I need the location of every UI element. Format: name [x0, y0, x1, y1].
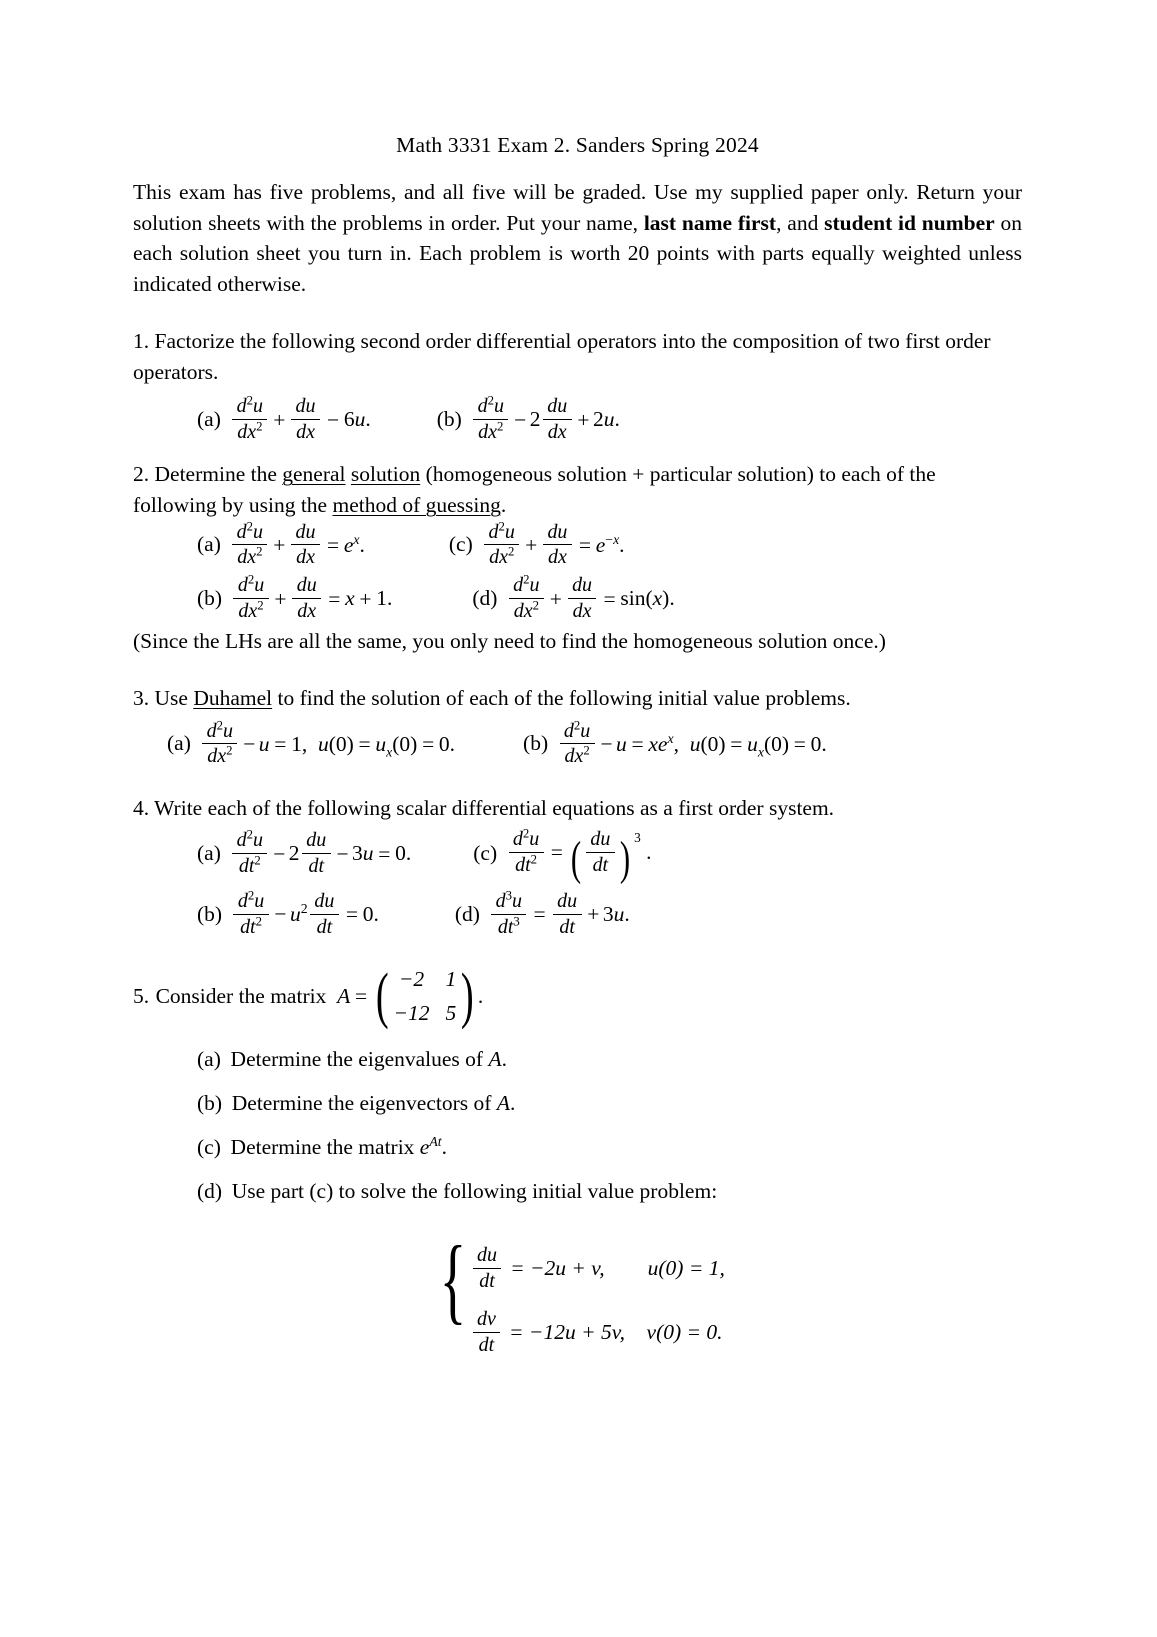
problem-5-part-c-end: . [441, 1135, 447, 1160]
instructions-text-2: , and [776, 210, 825, 235]
problem-4-part-c-expression: $\frac{d^2u}{dt^2}$ = ( $\frac{du}{dt}$ ) $^3$ . [506, 828, 651, 878]
problem-1-part-a [197, 395, 371, 443]
problem-3-part-a [167, 720, 455, 768]
problem-4-part-a [197, 828, 411, 878]
problem-1-part-a-expression: $\frac{d^2u}{dx^2}$ + $\frac{du}{dx}$ − 6u. [230, 395, 371, 443]
matrix-cell-1-0: −12 [393, 1000, 430, 1025]
problem-5-part-d-text: Use part (c) to solve the following initial value problem: [231, 1179, 718, 1204]
problem-2-stem-text-1: Determine the [154, 462, 283, 487]
problem-2-part-b-expression: $\frac{d^2u}{dx^2}$ + $\frac{du}{dx}$ = x + 1. [231, 574, 392, 622]
part-label-c: (c) [448, 532, 473, 557]
problem-5-parts [133, 1047, 1022, 1204]
part-label-a: (a) [197, 532, 221, 557]
problem-4-stem [133, 793, 1022, 824]
system-line-1-numerator: du [473, 1244, 502, 1268]
matrix-left-paren: ( [375, 962, 389, 1031]
problem-5-number: 5. [133, 983, 150, 1008]
problem-5-matrix-period: . [477, 983, 484, 1008]
system-lines [470, 1244, 725, 1356]
problem-2-underline-solution: solution [350, 462, 421, 487]
part-label-b: (b) [523, 731, 549, 756]
system-line-1-denominator: dt [479, 1269, 495, 1292]
problem-1-part-b-expression: $\frac{d^2u}{dx^2}$ − 2 $\frac{du}{dx}$ + 2u. [471, 395, 620, 443]
problem-2-number: 2. [133, 462, 150, 487]
problem-3-stem-text-2: to find the solution of each of the following initial value problems. [272, 685, 851, 710]
problem-3-underline-duhamel: Duhamel [193, 685, 273, 710]
system-line-2-rhs: = −12u + 5v, [509, 1319, 626, 1344]
problem-2-part-d-expression: $\frac{d^2u}{dx^2}$ + $\frac{du}{dx}$ = sin(x). [506, 574, 674, 622]
part-label-b: (b) [197, 901, 223, 926]
problem-2-underline-method-of-guessing: method of guessing [332, 492, 501, 517]
part-label-a: (a) [167, 731, 191, 756]
problem-2-part-c [449, 521, 625, 569]
problem-5-part-b [197, 1091, 1022, 1116]
problem-2-stem [133, 459, 1022, 520]
problem-3-stem [133, 683, 1022, 714]
matrix-cell-0-1: 1 [445, 966, 457, 991]
problem-2-parts-row-1 [133, 521, 1022, 569]
problem-1-stem [133, 326, 1022, 387]
problem-2-part-c-expression: $\frac{d^2u}{dx^2}$ + $\frac{du}{dx}$ = $e^{-x}$. [482, 521, 625, 569]
problem-1-number: 1. [133, 328, 150, 353]
system-line-2 [470, 1308, 725, 1356]
spacer [133, 938, 1022, 964]
problem-2-stem-text-3: . [500, 492, 507, 517]
problem-5-system [133, 1226, 1022, 1356]
part-label-d: (d) [197, 1179, 223, 1204]
problem-5-matrix-name: A [337, 983, 351, 1008]
problem-3-number: 3. [133, 685, 150, 710]
problem-2-underline-general: general [282, 462, 346, 487]
part-label-d: (d) [472, 585, 498, 610]
page-title: Math 3331 Exam 2. Sanders Spring 2024 [396, 133, 759, 157]
part-label-c: (c) [197, 1135, 221, 1160]
problem-1-stem-text: Factorize the following second order differential operators into the composition of two first order operators. [133, 328, 991, 384]
exam-page [133, 133, 1022, 1356]
part-label-b: (b) [197, 585, 223, 610]
problem-5-matrix-equals: = [354, 983, 368, 1008]
system-line-2-initial-condition: v(0) = 0. [646, 1319, 723, 1344]
system-left-brace: { [439, 1226, 467, 1334]
problem-2-note: (Since the LHs are all the same, you only need to find the homogeneous solution once.) [133, 629, 886, 654]
problem-5-part-a [197, 1047, 1022, 1072]
problem-2-part-d [472, 574, 674, 622]
problem-5-part-c-var: e [419, 1135, 430, 1160]
problem-2-part-a-expression: $\frac{d^2u}{dx^2}$ + $\frac{du}{dx}$ = $e^x$. [230, 521, 365, 569]
instructions-paragraph [133, 177, 1022, 300]
system-line-1-initial-condition: u(0) = 1, [647, 1255, 725, 1280]
part-label-c: (c) [473, 840, 498, 865]
problem-1-part-b [437, 395, 620, 443]
instructions-text-3: on each solution sheet you turn in. Each problem is worth 20 points with parts equally weighted unless indicated otherwise. [133, 210, 1023, 297]
problem-4-parts-row-1 [133, 826, 1022, 885]
problem-5-part-b-var: A [496, 1091, 510, 1116]
problem-4-part-b-expression: $\frac{d^2u}{dt^2}$ − $u^2$ $\frac{du}{dt}$ = 0. [231, 890, 379, 938]
part-label-a: (a) [197, 406, 221, 431]
problem-5-part-a-text: Determine the eigenvalues of [230, 1047, 489, 1072]
problem-4-part-d [455, 890, 630, 938]
instructions-bold-student-id-number: student id number [824, 210, 995, 235]
part-label-b: (b) [436, 406, 462, 431]
problem-5-part-a-var: A [488, 1047, 502, 1072]
spacer [133, 443, 1022, 459]
problem-4-number: 4. [133, 796, 150, 821]
problem-2-stem-text-2: (homogeneous solution + particular solution) to each of the following by using the [133, 462, 936, 517]
part-label-a: (a) [197, 840, 221, 865]
problem-4-part-b [197, 890, 379, 938]
matrix-cell-0-0: −2 [398, 966, 425, 991]
part-label-b: (b) [197, 1091, 223, 1116]
problem-1-parts [133, 395, 1022, 443]
matrix-right-paren: ) [461, 962, 474, 1031]
system-line-1 [470, 1244, 725, 1292]
problem-4-part-d-expression: $\frac{d^3u}{dt^3}$ = $\frac{du}{dt}$ + 3u. [489, 890, 630, 938]
problem-5-part-a-end: . [501, 1047, 507, 1072]
instructions-bold-last-name-first: last name first [643, 210, 777, 235]
problem-3-part-a-expression: $\frac{d^2u}{dx^2}$ − u = 1, $u(0) = u_x(0) = 0$. [200, 720, 455, 768]
problem-4-part-c [473, 826, 652, 885]
problem-3-part-b-expression: $\frac{d^2u}{dx^2}$ − $u = xe^x$, $u(0) = u_x(0) = 0$. [557, 720, 827, 768]
problem-5-stem-text: Consider the matrix [155, 983, 327, 1008]
part-label-d: (d) [454, 901, 480, 926]
matrix-grid [392, 964, 457, 1028]
problem-5-part-c-exponent: At [429, 1134, 442, 1150]
problem-2-part-b [197, 574, 392, 622]
problem-5-part-c-text: Determine the matrix [230, 1135, 420, 1160]
system-line-2-numerator: dv [473, 1308, 501, 1332]
problem-4-part-a-expression: $\frac{d^2u}{dt^2}$ − 2 $\frac{du}{dt}$ − 3u = 0. [230, 829, 411, 877]
problem-5-stem [133, 962, 1022, 1031]
spacer [133, 300, 1022, 326]
problem-4-stem-text: Write each of the following scalar differential equations as a first order system. [154, 796, 835, 821]
problem-5-part-c [197, 1135, 1022, 1160]
problem-5-matrix [372, 962, 478, 1031]
system-line-2-derivative [470, 1308, 502, 1356]
problem-3-parts [133, 720, 1022, 768]
system-line-2-denominator: dt [478, 1333, 495, 1356]
problem-5-part-d [197, 1179, 1022, 1204]
problem-2-parts-row-2 [133, 574, 1022, 622]
instructions-text-1: This exam has five problems, and all five will be graded. Use my supplied paper only. Return your solution sheets with the problems in order. Put your name, [133, 180, 1022, 235]
system-line-1-rhs: = −2u + v, [510, 1255, 605, 1280]
spacer [133, 767, 1022, 793]
problem-4-parts-row-2 [133, 890, 1022, 938]
matrix-cell-1-1: 5 [445, 1000, 457, 1025]
problem-5-part-b-text: Determine the eigenvectors of [231, 1091, 497, 1116]
problem-2-part-a [197, 521, 365, 569]
problem-3-stem-text-1: Use [154, 685, 194, 710]
problem-3-part-b [523, 720, 827, 768]
spacer [133, 657, 1022, 683]
part-label-a: (a) [197, 1047, 221, 1072]
system-line-1-derivative [470, 1244, 503, 1292]
problem-5-part-b-end: . [509, 1091, 516, 1116]
